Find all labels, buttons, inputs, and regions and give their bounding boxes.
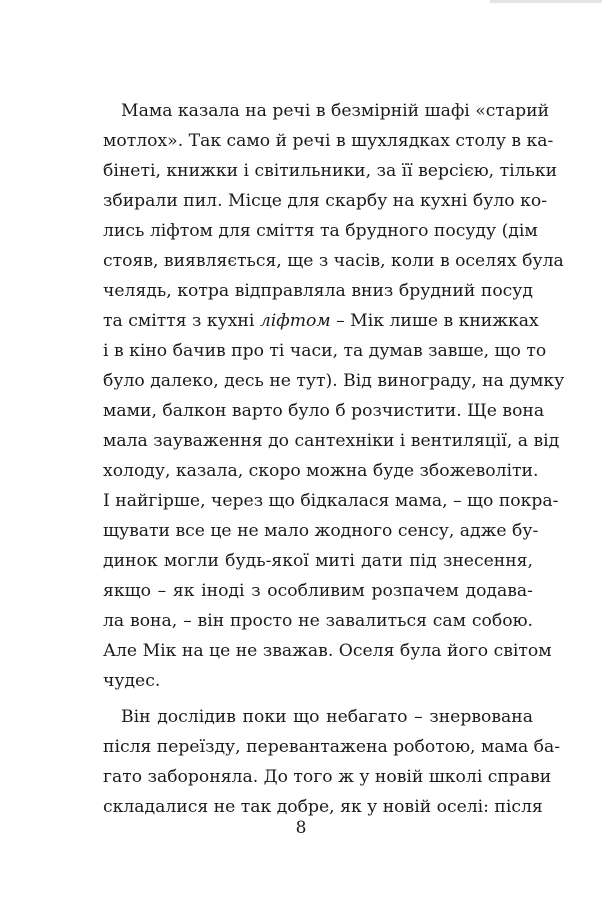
text-line — [103, 246, 564, 276]
text-line — [103, 516, 539, 546]
text-segment: челядь, котра відправляла вниз брудний посуд — [103, 281, 533, 301]
italic-text: ліфтом — [259, 311, 331, 331]
text-segment: Мама казала на речі в безмірній шафі «старий — [121, 101, 550, 121]
text-segment: гато забороняла. До того ж у новій школі справи — [103, 767, 552, 787]
text-segment: І найгірше, через що бідкалася мама, – що покра- — [103, 491, 559, 511]
text-line — [103, 606, 533, 636]
text-segment: холоду, казала, скоро можна буде збожеволіти. — [103, 461, 539, 481]
text-segment: динок могли будь-якої миті дати під знесення, — [103, 551, 533, 571]
text-segment: було далеко, десь не тут). Від винограду, на думку — [103, 371, 565, 391]
text-line — [103, 576, 533, 606]
text-segment: лись ліфтом для сміття та брудного посуду (дім — [103, 221, 538, 241]
page-number: 8 — [295, 818, 307, 838]
text-segment: чудес. — [103, 671, 161, 691]
text-line — [103, 366, 565, 396]
text-segment: та сміття з кухні — [103, 311, 260, 331]
text-segment: ла вона, – він просто не завалиться сам собою. — [103, 611, 533, 631]
text-line — [103, 96, 550, 126]
text-segment: Він дослідив поки що небагато – знервована — [121, 707, 533, 727]
text-line — [103, 702, 533, 732]
text-segment: мами, балкон варто було б розчистити. Ще вона — [103, 401, 545, 421]
text-line — [103, 426, 560, 456]
text-line — [103, 396, 545, 426]
paragraph — [103, 702, 561, 822]
text-line — [103, 762, 552, 792]
text-line — [103, 216, 538, 246]
page-top-edge — [490, 0, 602, 3]
text-line — [103, 186, 547, 216]
text-line — [103, 306, 539, 336]
text-segment: щувати все це не мало жодного сенсу, адже бу- — [103, 521, 539, 541]
text-segment: Але Мік на це не зважав. Оселя була його світом — [103, 641, 552, 661]
text-line — [103, 276, 533, 306]
text-line — [103, 732, 561, 762]
text-line — [103, 546, 533, 576]
text-segment: стояв, виявляється, ще з часів, коли в оселях була — [103, 251, 564, 271]
text-line — [103, 636, 552, 666]
body-text — [103, 96, 565, 822]
text-segment: збирали пил. Місце для скарбу на кухні було ко- — [103, 191, 547, 211]
text-segment: мотлох». Так само й речі в шухлядках столу в ка- — [103, 131, 554, 151]
text-segment: якщо – як іноді з особливим розпачем додава- — [103, 581, 533, 601]
text-line — [103, 126, 554, 156]
text-line — [103, 486, 559, 516]
text-line — [103, 156, 558, 186]
text-segment: бінеті, книжки і світильники, за її версією, тільки — [103, 161, 558, 181]
text-line — [103, 336, 547, 366]
text-line — [103, 666, 533, 696]
text-line — [103, 456, 539, 486]
text-segment: мала зауваження до сантехніки і вентиляції, а від — [103, 431, 560, 451]
text-segment: і в кіно бачив про ті часи, та думав завше, що то — [103, 341, 547, 361]
text-segment: після переїзду, перевантажена роботою, мама ба- — [103, 737, 561, 757]
text-segment: складалися не так добре, як у новій оселі: після — [103, 797, 543, 817]
paragraph — [103, 96, 565, 696]
text-segment: – Мік лише в книжках — [330, 311, 539, 331]
